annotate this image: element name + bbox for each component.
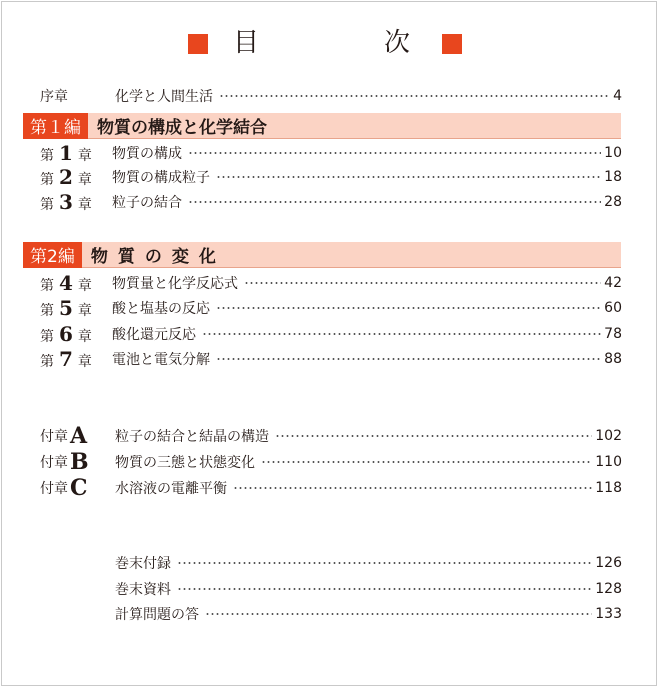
entry-page: 126: [595, 555, 622, 571]
entry-title: 物質の構成粒子: [112, 170, 210, 186]
toc-heading: [0, 26, 660, 62]
entry-title: 化学と人間生活: [115, 89, 213, 105]
toc-entry-chapter[interactable]: [40, 141, 622, 165]
chapter-pre: 第: [40, 197, 54, 213]
entry-title: 物質の構成: [112, 146, 182, 162]
entry-title: 巻末資料: [115, 582, 171, 598]
heading-char-2: 次: [384, 28, 411, 58]
chapter-pre: 第: [40, 148, 54, 164]
entry-page: 60: [604, 300, 622, 316]
entry-page: 102: [595, 428, 622, 444]
leader-dots: [244, 282, 601, 284]
appendix-pre: 付章: [40, 455, 68, 471]
entry-title: 粒子の結合: [112, 195, 182, 211]
entry-label: 序章: [40, 89, 68, 105]
entry-title: 物質量と化学反応式: [112, 276, 238, 292]
entry-title: 電池と電気分解: [112, 352, 210, 368]
part-tag: 第１編: [23, 113, 88, 139]
chapter-pre: 第: [40, 278, 54, 294]
square-marker-icon: [442, 34, 462, 54]
appendix-letter: B: [70, 449, 89, 475]
chapter-number: 5: [59, 296, 73, 320]
entry-title: 物質の三態と状態変化: [115, 455, 255, 471]
leader-dots: [177, 562, 592, 564]
chapter-pre: 第: [40, 172, 54, 188]
chapter-number: 4: [59, 271, 73, 295]
leader-dots: [261, 461, 592, 463]
toc-entry-appendix[interactable]: [40, 476, 622, 500]
part-heading-1[interactable]: [23, 113, 621, 139]
appendix-letter: A: [70, 423, 88, 449]
chapter-number: 6: [59, 322, 73, 346]
appendix-letter: C: [70, 475, 88, 501]
leader-dots: [188, 201, 601, 203]
entry-page: 18: [604, 169, 622, 185]
chapter-post: 章: [77, 303, 92, 319]
chapter-post: 章: [77, 197, 92, 213]
toc-entry-chapter[interactable]: [40, 322, 622, 346]
toc-entry-appendix[interactable]: [40, 424, 622, 448]
toc-entry-backmatter[interactable]: [40, 577, 622, 601]
leader-dots: [216, 307, 601, 309]
entry-title: 巻末付録: [115, 556, 171, 572]
chapter-number: 7: [59, 347, 73, 371]
chapter-post: 章: [77, 278, 92, 294]
entry-title: 水溶液の電離平衡: [115, 481, 227, 497]
chapter-post: 章: [77, 148, 92, 164]
entry-page: 10: [604, 145, 622, 161]
entry-page: 28: [604, 194, 622, 210]
leader-dots: [205, 613, 592, 615]
chapter-post: 章: [77, 172, 92, 188]
chapter-pre: 第: [40, 329, 54, 345]
entry-title: 酸化還元反応: [112, 327, 196, 343]
leader-dots: [275, 435, 592, 437]
leader-dots: [177, 588, 592, 590]
entry-page: 128: [595, 581, 622, 597]
toc-entry-backmatter[interactable]: [40, 602, 622, 626]
part-title: 物質の変化: [90, 247, 226, 267]
appendix-pre: 付章: [40, 481, 68, 497]
appendix-pre: 付章: [40, 429, 68, 445]
entry-page: 133: [595, 606, 622, 622]
entry-page: 110: [595, 454, 622, 470]
entry-page: 88: [604, 351, 622, 367]
entry-title: 粒子の結合と結晶の構造: [115, 429, 269, 445]
chapter-number: 1: [59, 141, 73, 165]
part-heading-2[interactable]: [23, 242, 621, 268]
toc-entry-chapter[interactable]: [40, 165, 622, 189]
leader-dots: [216, 176, 601, 178]
toc-entry-chapter[interactable]: [40, 190, 622, 214]
square-marker-icon: [188, 34, 208, 54]
entry-page: 118: [595, 480, 622, 496]
entry-page: 4: [613, 88, 622, 104]
part-title: 物質の構成と化学結合: [97, 118, 267, 138]
toc-entry-backmatter[interactable]: [40, 551, 622, 575]
toc-entry-chapter[interactable]: [40, 347, 622, 371]
toc-entry-appendix[interactable]: [40, 450, 622, 474]
leader-dots: [216, 358, 601, 360]
chapter-post: 章: [77, 354, 92, 370]
toc-entry-chapter[interactable]: [40, 271, 622, 295]
part-tag: 第2編: [23, 242, 82, 268]
chapter-post: 章: [77, 329, 92, 345]
entry-title: 酸と塩基の反応: [112, 301, 210, 317]
chapter-number: 2: [59, 165, 73, 189]
heading-char-1: 目: [233, 28, 260, 58]
chapter-number: 3: [59, 190, 73, 214]
leader-dots: [233, 487, 592, 489]
toc-entry-prologue[interactable]: [40, 84, 622, 108]
chapter-pre: 第: [40, 354, 54, 370]
chapter-pre: 第: [40, 303, 54, 319]
leader-dots: [219, 95, 610, 97]
entry-page: 78: [604, 326, 622, 342]
leader-dots: [188, 152, 601, 154]
entry-title: 計算問題の答: [115, 607, 199, 623]
toc-entry-chapter[interactable]: [40, 296, 622, 320]
entry-page: 42: [604, 275, 622, 291]
leader-dots: [202, 333, 601, 335]
